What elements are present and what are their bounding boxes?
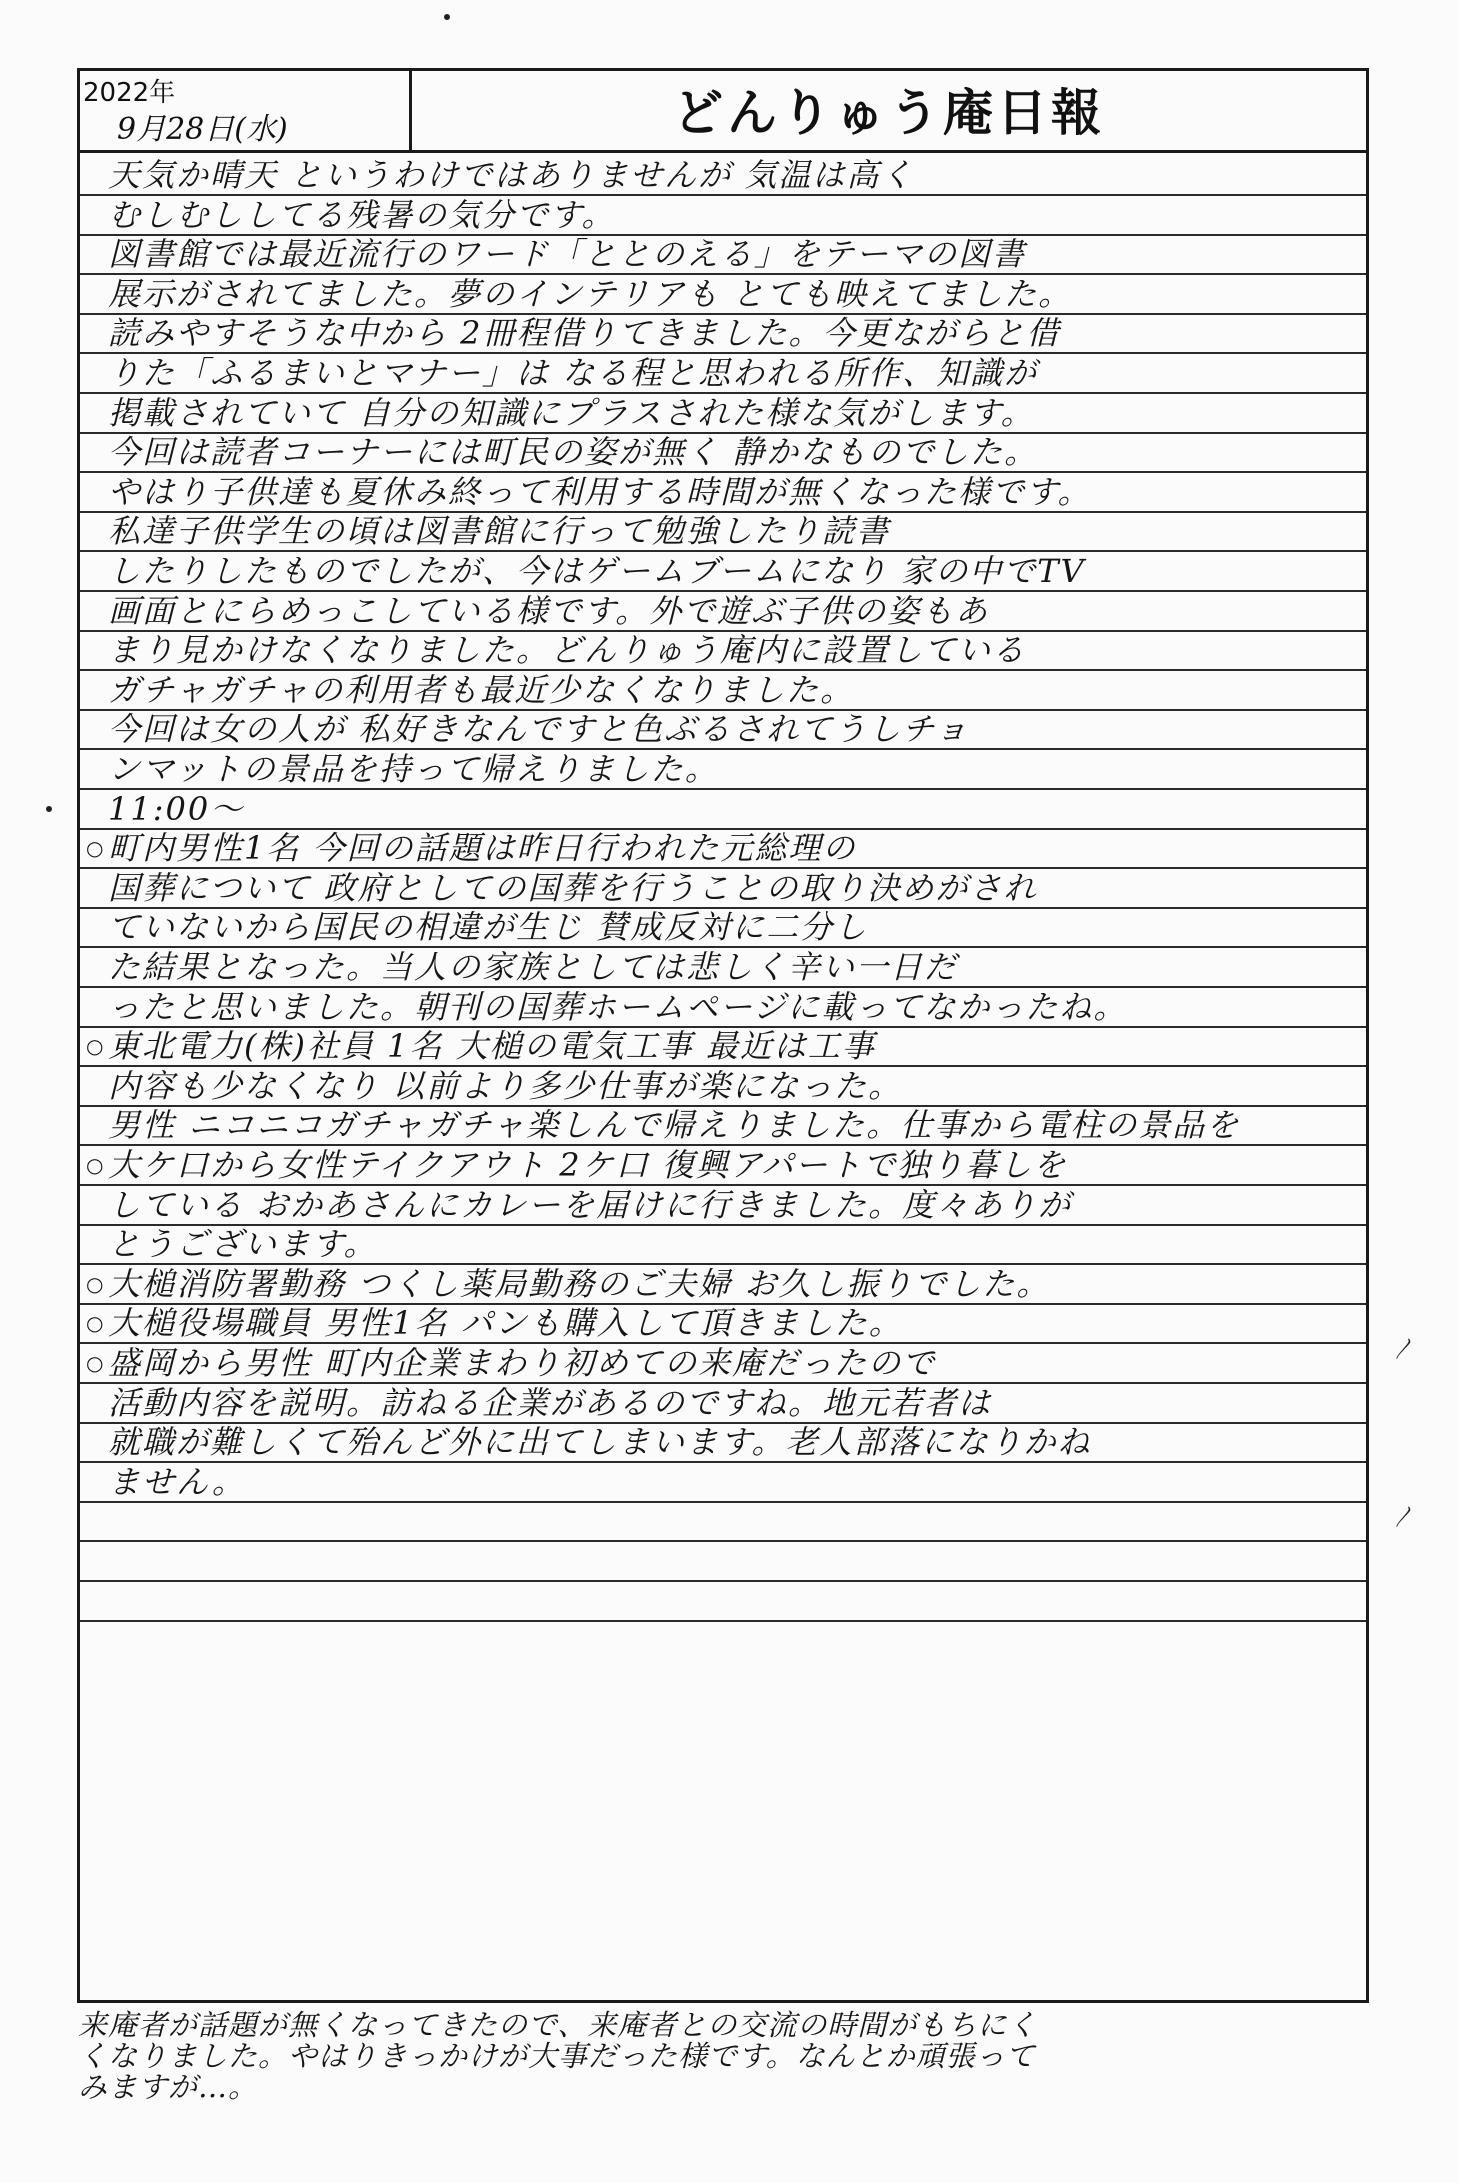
diary-line-text: 盛岡から男性 町内企業まわり初めての来庵だったので [108,1344,937,1382]
diary-line-text: したりしたものでしたが、今はゲームブームになり 家の中でTV [108,552,1086,590]
diary-line [108,394,1358,432]
diary-line-text: 11:00〜 [108,789,245,828]
diary-line-text: た結果となった。当人の家族としては悲しく辛い一日だ [108,948,959,986]
page-title: どんりゅう庵日報 [673,84,1105,142]
diary-line [108,592,1358,630]
diary-header [77,68,1369,153]
footer-note [78,2010,1388,2103]
diary-line [108,1423,1358,1461]
diary-line-text: 私達子供学生の頃は図書館に行って勉強したり読書 [108,512,891,551]
diary-line-text: ンマットの景品を持って帰えりました。 [108,750,719,788]
diary-line [108,750,1358,788]
diary-line [108,671,1358,709]
diary-line [108,1502,1358,1540]
diary-line [86,1264,1358,1303]
diary-line [86,1027,1358,1066]
diary-line-text: 画面とにらめっこしている様です。外で遊ぶ子供の姿もあ [108,591,990,630]
scan-speck [46,806,52,812]
diary-line-text: ません。 [108,1462,246,1501]
diary-line-text: 東北電力(株)社員 1名 大槌の電気工事 最近は工事 [108,1027,876,1066]
diary-line [86,1146,1358,1184]
diary-line [86,829,1358,868]
diary-line [108,314,1358,352]
bullet-mark: ○ [86,836,106,861]
diary-line-text: 就職が難しくて殆んど外に出てしまいます。老人部落になりかね [108,1423,1092,1462]
diary-line [108,790,1358,828]
footer-line: みますが…。 [78,2070,259,2104]
diary-line [108,552,1358,590]
diary-line-text: 町内男性1名 今回の話題は昨日行われた元総理の [108,829,857,868]
diary-line-text: 図書館では最近流行のワード「ととのえる」をテーマの図書 [108,235,1027,274]
diary-line [108,869,1358,907]
diary-line [108,275,1358,313]
diary-line-text: ガチャガチャの利用者も最近少なくなりました。 [108,670,855,709]
bullet-mark: ○ [86,1034,106,1059]
diary-line-text: 国葬について 政府としての国葬を行うことの取り決めがされ [108,868,1038,907]
diary-line [108,1384,1358,1422]
diary-line-text: 展示がされてました。夢のインテリアも とても映えてました。 [108,274,1073,313]
diary-line [108,710,1358,748]
diary-line-text: 今回は読者コーナーには町民の姿が無く 静かなものでした。 [108,433,1039,472]
ruled-line [80,1620,1366,1622]
diary-line-text: ていないから国民の相違が生じ 賛成反対に二分し [108,908,869,947]
diary-line-text: まり見かけなくなりました。どんりゅう庵内に設置している [108,631,1027,670]
diary-line [108,631,1358,669]
diary-line [108,156,1358,194]
diary-line [108,473,1358,511]
ruled-line [80,1580,1366,1582]
diary-line [108,512,1358,550]
bullet-mark: ○ [86,1153,106,1177]
bullet-mark: ○ [86,1271,106,1296]
margin-mark: 〳 [1392,1505,1415,1530]
diary-line-text: とうございます。 [108,1225,378,1264]
diary-line [108,1463,1358,1501]
bullet-mark: ○ [86,1311,106,1336]
diary-line-text: ったと思いました。朝刊の国葬ホームページに載ってなかったね。 [108,987,1128,1026]
diary-line [108,433,1358,471]
footer-line: 来庵者が話題が無くなってきたので、来庵者との交流の時間がもちにく [78,2008,1038,2042]
diary-line [108,1186,1358,1224]
diary-line-text: 掲載されていて 自分の知識にプラスされた様な気がします。 [108,393,1035,432]
diary-line [108,908,1358,946]
diary-line [108,1542,1358,1580]
bullet-mark: ○ [86,1351,106,1375]
diary-line-text: 読みやすそうな中から 2冊程借りてきました。今更ながらと借 [108,314,1061,353]
diary-line-text: 内容も少なくなり 以前より多少仕事が楽になった。 [108,1066,903,1105]
diary-line [86,1344,1358,1382]
diary-line-text: 今回は女の人が 私好きなんですと色ぶるされてうしチョ [108,710,970,749]
diary-line-text: 天気か晴天 というわけではありませんが 気温は高く [108,156,915,194]
diary-line-text: 活動内容を説明。訪ねる企業があるのですね。地元若者は [108,1383,993,1422]
year-label: 2022年 [83,78,176,108]
diary-line [108,948,1358,986]
diary-line-text: 男性 ニコニコガチャガチャ楽しんで帰えりました。仕事から電柱の景品を [108,1106,1241,1145]
diary-line [108,1225,1358,1263]
date-label: 9月28日(水) [117,112,288,147]
diary-line-text: むしむししてる残暑の気分です。 [108,195,616,234]
diary-line [86,1304,1358,1343]
diary-line-text: している おかあさんにカレーを届けに行きました。度々ありが [108,1185,1073,1224]
diary-line [108,354,1358,392]
diary-line-text: 大槌役場職員 男性1名 パンも購入して頂きました。 [108,1304,903,1343]
diary-line-text: やはり子供達も夏休み終って利用する時間が無くなった様です。 [108,472,1092,511]
margin-mark: 〳 [1392,1337,1415,1362]
diary-line [108,988,1358,1026]
diary-line-text: 大ケ口から女性テイクアウト 2ケ口 復興アパートで独り暮しを [108,1146,1068,1184]
diary-line [108,235,1358,273]
diary-line [108,196,1358,234]
date-box [77,68,412,150]
diary-line-text: りた「ふるまいとマナー」は なる程と思われる所作、知識が [108,354,1039,392]
diary-line [108,1067,1358,1105]
footer-line: くなりました。やはりきっかけが大事だった様です。なんとか頑張って [78,2039,1036,2073]
scan-speck [444,14,450,20]
diary-line-text: 大槌消防署勤務 つくし薬局勤務のご夫婦 お久し振りでした。 [108,1264,1051,1303]
diary-line [108,1106,1358,1144]
